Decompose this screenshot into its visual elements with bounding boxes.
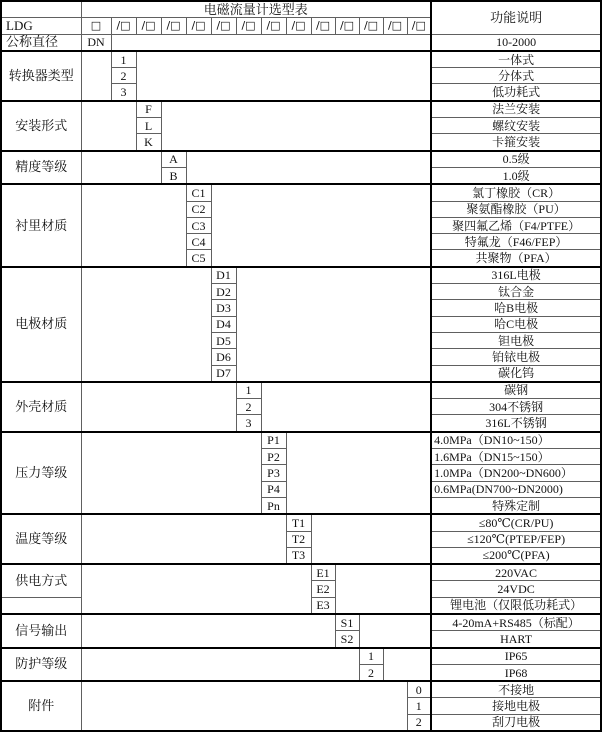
filler-cell (81, 184, 186, 266)
option-code: D5 (211, 332, 236, 348)
filler-cell (111, 34, 431, 51)
filler-cell (81, 614, 335, 648)
filler-cell (186, 151, 431, 185)
category-label: 衬里材质 (1, 184, 81, 266)
option-desc: ≤80℃(CR/PU) (431, 514, 601, 531)
option-desc: 碳化钨 (431, 365, 601, 382)
option-code: D2 (211, 284, 236, 300)
category-label: 精度等级 (1, 151, 81, 185)
function-column-header: 功能说明 (431, 1, 601, 34)
option-code: T1 (286, 514, 311, 531)
option-code: P4 (261, 481, 286, 497)
filler-cell (81, 151, 161, 185)
option-code: D3 (211, 300, 236, 316)
option-desc: 钽电极 (431, 332, 601, 348)
option-slot-box: /□ (407, 18, 431, 34)
category-label: 供电方式 (1, 564, 81, 597)
option-code: 2 (111, 68, 136, 84)
filler-cell (81, 681, 407, 731)
option-slot-box: /□ (186, 18, 211, 34)
option-code: P2 (261, 449, 286, 465)
filler-cell (81, 514, 286, 564)
option-slot-box: /□ (335, 18, 359, 34)
filler-cell (81, 564, 311, 614)
code-dn: DN (81, 34, 111, 51)
option-desc: 1.6MPa（DN15~150） (431, 449, 601, 465)
filler-cell (81, 267, 211, 382)
category-label: 压力等级 (1, 432, 81, 514)
option-desc: 304不锈钢 (431, 399, 601, 415)
dn-slot-box: □ (81, 18, 111, 34)
option-slot-box: /□ (161, 18, 186, 34)
option-desc: 卡箍安装 (431, 134, 601, 151)
category-label-diameter: 公称直径 (1, 34, 81, 51)
option-slot-box: /□ (111, 18, 136, 34)
option-desc: 哈C电极 (431, 316, 601, 332)
option-desc: 1.0级 (431, 167, 601, 184)
option-desc: 铂铱电极 (431, 349, 601, 365)
option-code: 1 (236, 382, 261, 399)
category-label: 电极材质 (1, 267, 81, 382)
category-label-spacer (1, 597, 81, 614)
option-desc: 220VAC (431, 564, 601, 581)
option-slot-box: /□ (286, 18, 311, 34)
option-code: C1 (186, 184, 211, 201)
filler-cell (383, 648, 431, 682)
option-desc: 哈B电极 (431, 300, 601, 316)
option-code: P1 (261, 432, 286, 449)
filler-cell (211, 184, 431, 266)
option-code: 1 (359, 648, 383, 665)
option-code: F (136, 101, 161, 118)
option-desc: 碳钢 (431, 382, 601, 399)
option-desc: IP65 (431, 648, 601, 665)
option-code: P3 (261, 465, 286, 481)
option-code: Pn (261, 497, 286, 514)
option-code: D4 (211, 316, 236, 332)
option-slot-box: /□ (236, 18, 261, 34)
option-slot-box: /□ (359, 18, 383, 34)
title-left-spacer (1, 1, 81, 18)
category-label: 信号输出 (1, 614, 81, 648)
option-desc: 刮刀电极 (431, 714, 601, 731)
option-desc: 316L不锈钢 (431, 415, 601, 432)
option-code: K (136, 134, 161, 151)
option-code: 3 (111, 84, 136, 101)
option-code: A (161, 151, 186, 168)
option-code: 2 (407, 714, 431, 731)
filler-cell (81, 51, 111, 101)
option-desc: 钛合金 (431, 284, 601, 300)
filler-cell (81, 648, 359, 682)
option-desc: 一体式 (431, 51, 601, 68)
option-desc: 0.6MPa(DN700~DN2000) (431, 481, 601, 497)
desc-diameter: 10-2000 (431, 34, 601, 51)
option-slot-box: /□ (311, 18, 335, 34)
category-label: 附件 (1, 681, 81, 731)
option-code: 1 (407, 698, 431, 714)
filler-cell (81, 382, 236, 432)
filler-cell (236, 267, 431, 382)
category-label: 温度等级 (1, 514, 81, 564)
option-code: C5 (186, 250, 211, 267)
option-desc: 1.0MPa（DN200~DN600） (431, 465, 601, 481)
option-desc: 316L电极 (431, 267, 601, 284)
option-code: 1 (111, 51, 136, 68)
option-code: 2 (359, 664, 383, 681)
option-desc: 4.0MPa（DN10~150） (431, 432, 601, 449)
option-code: T2 (286, 531, 311, 547)
option-desc: ≤200℃(PFA) (431, 547, 601, 564)
option-desc: 不接地 (431, 681, 601, 698)
option-desc: 低功耗式 (431, 84, 601, 101)
model-code-label: LDG (1, 18, 81, 34)
option-code: E2 (311, 581, 335, 597)
option-code: C3 (186, 217, 211, 233)
option-desc: 接地电极 (431, 698, 601, 714)
option-code: C4 (186, 234, 211, 250)
option-desc: 法兰安装 (431, 101, 601, 118)
option-code: S1 (335, 614, 359, 631)
option-desc: 螺纹安装 (431, 118, 601, 134)
option-code: B (161, 167, 186, 184)
option-code: D7 (211, 365, 236, 382)
option-code: 0 (407, 681, 431, 698)
option-code: S2 (335, 631, 359, 648)
option-slot-box: /□ (383, 18, 407, 34)
option-slot-box: /□ (261, 18, 286, 34)
category-label: 外壳材质 (1, 382, 81, 432)
filler-cell (81, 101, 136, 151)
filler-cell (81, 432, 261, 514)
option-desc: 聚氨酯橡胶（PU） (431, 201, 601, 217)
option-desc: IP68 (431, 664, 601, 681)
category-label: 转换器类型 (1, 51, 81, 101)
option-code: C2 (186, 201, 211, 217)
category-label: 防护等级 (1, 648, 81, 682)
option-desc: 0.5级 (431, 151, 601, 168)
option-desc: ≤120℃(PTEP/FEP) (431, 531, 601, 547)
option-slot-box: /□ (136, 18, 161, 34)
option-code: 2 (236, 399, 261, 415)
option-code: E3 (311, 597, 335, 614)
filler-cell (311, 514, 431, 564)
option-desc: 特殊定制 (431, 497, 601, 514)
category-label: 安装形式 (1, 101, 81, 151)
option-desc: 分体式 (431, 68, 601, 84)
option-desc: HART (431, 631, 601, 648)
option-code: L (136, 118, 161, 134)
filler-cell (161, 101, 431, 151)
option-code: D6 (211, 349, 236, 365)
page-title: 电磁流量计选型表 (81, 1, 431, 18)
option-desc: 锂电池（仅限低功耗式） (431, 597, 601, 614)
option-code: T3 (286, 547, 311, 564)
option-code: 3 (236, 415, 261, 432)
filler-cell (335, 564, 431, 614)
option-desc: 共聚物（PFA） (431, 250, 601, 267)
filler-cell (261, 382, 431, 432)
option-desc: 特氟龙（F46/FEP） (431, 234, 601, 250)
option-code: D1 (211, 267, 236, 284)
filler-cell (286, 432, 431, 514)
option-slot-box: /□ (211, 18, 236, 34)
option-desc: 4-20mA+RS485（标配） (431, 614, 601, 631)
option-desc: 氯丁橡胶（CR） (431, 184, 601, 201)
option-desc: 24VDC (431, 581, 601, 597)
option-code: E1 (311, 564, 335, 581)
filler-cell (359, 614, 431, 648)
option-desc: 聚四氟乙烯（F4/PTFE） (431, 217, 601, 233)
filler-cell (136, 51, 431, 101)
